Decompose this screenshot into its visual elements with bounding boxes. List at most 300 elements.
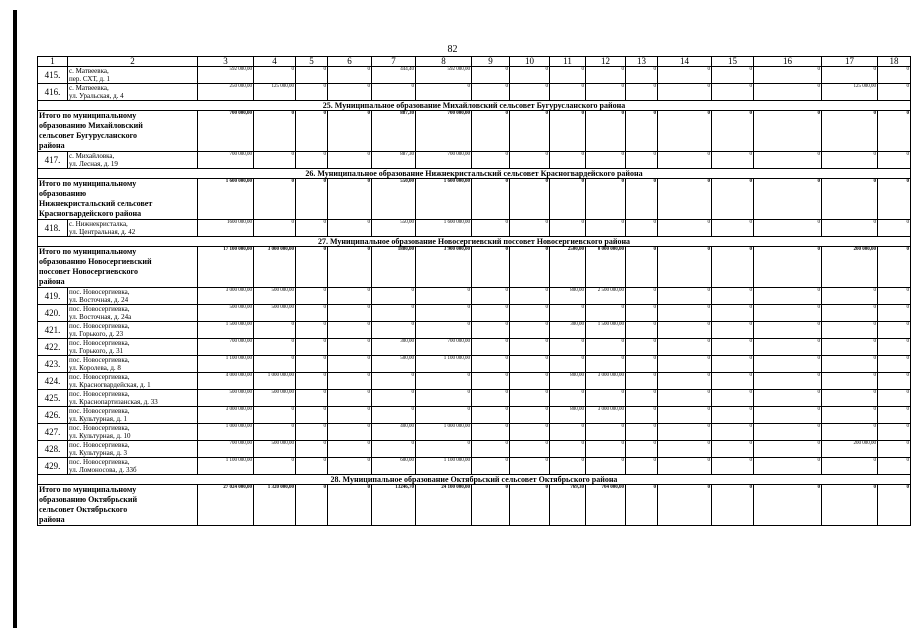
value-cell: 1600 000,00 xyxy=(198,220,254,237)
value-cell: 0 xyxy=(586,220,626,237)
value-cell: 800,00 xyxy=(550,288,586,305)
value-cell: 0 xyxy=(712,458,754,475)
section-title: 28. Муниципальное образование Октябрьский сельсовет Октябрьского района xyxy=(38,475,911,485)
value-cell: 592 000,00 xyxy=(416,67,472,84)
value-cell: 700 000,00 xyxy=(416,152,472,169)
total-cell: 0 xyxy=(328,247,372,288)
value-cell: 0 xyxy=(296,390,328,407)
value-cell: 0 xyxy=(328,373,372,390)
row-number: 421. xyxy=(38,322,68,339)
value-cell: 0 xyxy=(328,424,372,441)
value-cell: 250 000,00 xyxy=(198,84,254,101)
row-number: 416. xyxy=(38,84,68,101)
value-cell: 0 xyxy=(296,407,328,424)
table-row xyxy=(38,390,911,407)
value-cell: 0 xyxy=(510,305,550,322)
address-cell xyxy=(68,373,198,390)
table-row xyxy=(38,322,911,339)
binding-bar xyxy=(13,10,17,628)
value-cell: 0 xyxy=(550,458,586,475)
address-cell xyxy=(68,458,198,475)
value-cell: 0 xyxy=(254,67,296,84)
row-number: 418. xyxy=(38,220,68,237)
value-cell: 0 xyxy=(472,390,510,407)
value-cell: 125 000,00 xyxy=(254,84,296,101)
value-cell: 0 xyxy=(878,407,911,424)
value-cell: 0 xyxy=(658,220,712,237)
value-cell: 0 xyxy=(586,152,626,169)
value-cell: 0 xyxy=(254,339,296,356)
value-cell: 0 xyxy=(328,305,372,322)
value-cell: 1 500 000,00 xyxy=(586,322,626,339)
total-cell: 0 xyxy=(510,485,550,526)
total-cell: 550,00 xyxy=(372,179,416,220)
value-cell: 1 500 000,00 xyxy=(198,322,254,339)
value-cell: 0 xyxy=(550,356,586,373)
value-cell: 0 xyxy=(754,152,822,169)
total-label-line: образованию Новосергиевский xyxy=(39,257,152,266)
table-row xyxy=(38,305,911,322)
value-cell: 0 xyxy=(296,84,328,101)
total-cell: 0 xyxy=(254,111,296,152)
data-table xyxy=(37,56,911,526)
value-cell: 0 xyxy=(550,305,586,322)
row-number: 415. xyxy=(38,67,68,84)
address-line: пос. Новосергиевка, xyxy=(69,407,130,415)
total-label-line: Итого по муниципальному xyxy=(39,179,137,188)
value-cell: 0 xyxy=(510,84,550,101)
total-label xyxy=(38,179,198,220)
total-cell: 0 xyxy=(658,485,712,526)
value-cell: 0 xyxy=(296,152,328,169)
total-cell: 0 xyxy=(712,111,754,152)
total-cell: 0 xyxy=(822,111,878,152)
value-cell: 0 xyxy=(296,220,328,237)
total-cell: 0 xyxy=(296,179,328,220)
value-cell: 0 xyxy=(510,220,550,237)
value-cell: 0 xyxy=(472,220,510,237)
column-header: 18 xyxy=(878,57,911,67)
total-cell: 0 xyxy=(626,179,658,220)
address-line: пос. Новосергиевка, xyxy=(69,441,130,449)
address-line: ул. Культурная, д. 1 xyxy=(69,415,128,423)
total-row xyxy=(38,179,911,220)
address-cell xyxy=(68,407,198,424)
value-cell: 0 xyxy=(296,67,328,84)
total-row xyxy=(38,485,911,526)
row-number: 429. xyxy=(38,458,68,475)
total-cell: 1 600 000,00 xyxy=(416,179,472,220)
value-cell: 1 100 000,00 xyxy=(198,458,254,475)
total-cell: 0 xyxy=(296,247,328,288)
table-row xyxy=(38,67,911,84)
value-cell: 1 600 000,00 xyxy=(416,220,472,237)
table-row xyxy=(38,288,911,305)
value-cell: 0 xyxy=(626,407,658,424)
value-cell: 0 xyxy=(372,390,416,407)
address-line: пос. Новосергиевка, xyxy=(69,373,130,381)
row-number: 427. xyxy=(38,424,68,441)
value-cell: 0 xyxy=(550,84,586,101)
value-cell: 0 xyxy=(712,322,754,339)
address-line: пос. Новосергиевка, xyxy=(69,305,130,313)
value-cell: 0 xyxy=(510,322,550,339)
value-cell: 0 xyxy=(328,339,372,356)
value-cell: 0 xyxy=(822,373,878,390)
value-cell: 0 xyxy=(586,84,626,101)
value-cell: 0 xyxy=(254,152,296,169)
total-cell: 27 024 000,00 xyxy=(198,485,254,526)
value-cell: 0 xyxy=(510,373,550,390)
total-cell: 0 xyxy=(550,179,586,220)
value-cell: 0 xyxy=(626,288,658,305)
value-cell: 0 xyxy=(878,390,911,407)
total-cell: 0 xyxy=(626,247,658,288)
value-cell: 0 xyxy=(372,373,416,390)
row-number: 426. xyxy=(38,407,68,424)
total-label-line: района xyxy=(39,277,65,286)
column-header: 1 xyxy=(38,57,68,67)
value-cell: 0 xyxy=(658,441,712,458)
value-cell: 300,00 xyxy=(550,322,586,339)
address-line: с. Михайловка, xyxy=(69,152,115,160)
column-header: 13 xyxy=(626,57,658,67)
address-line: пос. Новосергиевка, xyxy=(69,288,130,296)
value-cell: 0 xyxy=(878,322,911,339)
address-line: пос. Новосергиевка, xyxy=(69,356,130,364)
section-row xyxy=(38,475,911,485)
total-cell: 0 xyxy=(754,485,822,526)
value-cell: 0 xyxy=(754,67,822,84)
value-cell: 1 000 000,00 xyxy=(416,424,472,441)
value-cell: 0 xyxy=(626,390,658,407)
total-cell: 17 100 000,00 xyxy=(198,247,254,288)
value-cell: 0 xyxy=(550,152,586,169)
column-header: 8 xyxy=(416,57,472,67)
total-cell: 0 xyxy=(754,247,822,288)
value-cell: 0 xyxy=(586,424,626,441)
value-cell: 1 100 000,00 xyxy=(416,458,472,475)
value-cell: 0 xyxy=(878,424,911,441)
value-cell: 0 xyxy=(822,67,878,84)
total-cell: 0 xyxy=(878,247,911,288)
section-title: 27. Муниципальное образование Новосергиевский поссовет Новосергиевского района xyxy=(38,237,911,247)
total-cell: 0 xyxy=(754,111,822,152)
value-cell: 0 xyxy=(472,67,510,84)
value-cell: 0 xyxy=(822,322,878,339)
value-cell: 0 xyxy=(550,339,586,356)
value-cell: 0 xyxy=(472,407,510,424)
value-cell: 0 xyxy=(878,339,911,356)
value-cell: 0 xyxy=(878,84,911,101)
address-line: ул. Восточная, д. 24 xyxy=(69,296,129,304)
total-cell: 1 600 000,00 xyxy=(198,179,254,220)
value-cell: 0 xyxy=(712,305,754,322)
value-cell: 0 xyxy=(510,424,550,441)
column-header: 5 xyxy=(296,57,328,67)
row-number: 424. xyxy=(38,373,68,390)
column-header: 9 xyxy=(472,57,510,67)
total-cell: 0 xyxy=(878,111,911,152)
value-cell: 500 000,00 xyxy=(198,390,254,407)
value-cell: 0 xyxy=(550,67,586,84)
value-cell: 0 xyxy=(878,288,911,305)
total-cell: 2500,00 xyxy=(550,247,586,288)
value-cell: 0 xyxy=(328,407,372,424)
column-header: 10 xyxy=(510,57,550,67)
value-cell: 0 xyxy=(586,67,626,84)
column-header: 16 xyxy=(754,57,822,67)
value-cell: 0 xyxy=(658,288,712,305)
value-cell: 2 500 000,00 xyxy=(586,288,626,305)
value-cell: 0 xyxy=(878,305,911,322)
value-cell: 0 xyxy=(754,458,822,475)
section-title: 26. Муниципальное образование Нижнекристальский сельсовет Красногвардейского района xyxy=(38,169,911,179)
value-cell: 0 xyxy=(712,67,754,84)
value-cell: 3 000 000,00 xyxy=(586,373,626,390)
value-cell: 0 xyxy=(658,84,712,101)
value-cell: 0 xyxy=(586,356,626,373)
address-cell xyxy=(68,220,198,237)
column-header: 12 xyxy=(586,57,626,67)
value-cell: 0 xyxy=(472,458,510,475)
total-label xyxy=(38,111,198,152)
total-label xyxy=(38,247,198,288)
value-cell: 0 xyxy=(626,441,658,458)
total-cell: 769,30 xyxy=(550,485,586,526)
value-cell: 0 xyxy=(658,322,712,339)
table-row xyxy=(38,441,911,458)
value-cell: 0 xyxy=(658,407,712,424)
total-cell: 1 320 000,00 xyxy=(254,485,296,526)
value-cell: 0 xyxy=(754,322,822,339)
value-cell: 0 xyxy=(472,152,510,169)
value-cell: 0 xyxy=(586,305,626,322)
total-cell: 0 xyxy=(626,111,658,152)
value-cell: 0 xyxy=(372,84,416,101)
value-cell: 444,40 xyxy=(372,67,416,84)
total-label xyxy=(38,485,198,526)
value-cell: 300,00 xyxy=(372,339,416,356)
table-row xyxy=(38,339,911,356)
value-cell: 0 xyxy=(658,152,712,169)
row-number: 422. xyxy=(38,339,68,356)
value-cell: 0 xyxy=(822,424,878,441)
total-cell: 0 xyxy=(510,111,550,152)
total-cell: 24 100 000,00 xyxy=(416,485,472,526)
value-cell: 0 xyxy=(626,152,658,169)
value-cell: 0 xyxy=(510,441,550,458)
value-cell: 550,00 xyxy=(372,220,416,237)
value-cell: 125 000,00 xyxy=(822,84,878,101)
address-line: пос. Новосергиевка, xyxy=(69,458,130,466)
value-cell: 0 xyxy=(472,305,510,322)
value-cell: 0 xyxy=(472,84,510,101)
total-label-line: Итого по муниципальному xyxy=(39,485,137,494)
value-cell: 0 xyxy=(328,356,372,373)
value-cell: 887,30 xyxy=(372,152,416,169)
value-cell: 0 xyxy=(254,407,296,424)
value-cell: 0 xyxy=(328,441,372,458)
total-cell: 0 xyxy=(586,111,626,152)
value-cell: 0 xyxy=(510,339,550,356)
row-number: 417. xyxy=(38,152,68,169)
value-cell: 0 xyxy=(878,356,911,373)
value-cell: 0 xyxy=(510,67,550,84)
value-cell: 0 xyxy=(296,441,328,458)
total-cell: 0 000 000,00 xyxy=(586,247,626,288)
total-label-line: Итого по муниципальному xyxy=(39,111,137,120)
total-cell: 0 xyxy=(550,111,586,152)
column-header: 17 xyxy=(822,57,878,67)
total-cell: 0 xyxy=(472,485,510,526)
total-cell: 200 000,00 xyxy=(822,247,878,288)
total-cell: 0 xyxy=(822,485,878,526)
value-cell: 0 xyxy=(328,84,372,101)
table-row xyxy=(38,356,911,373)
value-cell: 0 xyxy=(510,390,550,407)
value-cell: 0 xyxy=(822,356,878,373)
value-cell: 0 xyxy=(658,339,712,356)
value-cell: 0 xyxy=(712,390,754,407)
value-cell: 0 xyxy=(878,373,911,390)
table-row xyxy=(38,458,911,475)
value-cell: 0 xyxy=(254,458,296,475)
value-cell: 0 xyxy=(472,373,510,390)
address-line: ул. Лесная, д. 19 xyxy=(69,160,118,168)
value-cell: 0 xyxy=(296,339,328,356)
value-cell: 0 xyxy=(626,84,658,101)
value-cell: 0 xyxy=(754,390,822,407)
total-label-line: образованию xyxy=(39,189,87,198)
address-line: ул. Королева, д. 8 xyxy=(69,364,121,372)
value-cell: 0 xyxy=(754,424,822,441)
address-line: пос. Новосергиевка, xyxy=(69,339,130,347)
value-cell: 0 xyxy=(754,288,822,305)
value-cell: 0 xyxy=(712,152,754,169)
total-cell: 0 xyxy=(658,179,712,220)
value-cell: 0 xyxy=(878,441,911,458)
value-cell: 0 xyxy=(510,288,550,305)
address-line: пос. Новосергиевка, xyxy=(69,424,130,432)
value-cell: 600,00 xyxy=(372,458,416,475)
value-cell: 500,00 xyxy=(372,356,416,373)
value-cell: 0 xyxy=(712,356,754,373)
value-cell: 0 xyxy=(254,322,296,339)
value-cell: 1 000 000,00 xyxy=(254,373,296,390)
address-line: с. Нижнекристалка, xyxy=(69,220,128,228)
value-cell: 0 xyxy=(626,339,658,356)
value-cell: 0 xyxy=(712,288,754,305)
value-cell: 0 xyxy=(626,220,658,237)
total-cell: 0 xyxy=(472,179,510,220)
value-cell: 0 xyxy=(296,322,328,339)
address-cell xyxy=(68,288,198,305)
value-cell: 0 xyxy=(328,220,372,237)
value-cell: 0 xyxy=(822,305,878,322)
value-cell: 0 xyxy=(712,407,754,424)
value-cell: 0 xyxy=(328,288,372,305)
value-cell: 500 000,00 xyxy=(254,441,296,458)
total-cell: 0 xyxy=(658,247,712,288)
value-cell: 0 xyxy=(472,339,510,356)
value-cell: 0 xyxy=(372,288,416,305)
column-header: 6 xyxy=(328,57,372,67)
address-cell xyxy=(68,67,198,84)
value-cell: 0 xyxy=(372,322,416,339)
total-label-line: Итого по муниципальному xyxy=(39,247,137,256)
address-cell xyxy=(68,322,198,339)
value-cell: 0 xyxy=(550,424,586,441)
address-cell xyxy=(68,390,198,407)
value-cell: 800,00 xyxy=(550,373,586,390)
value-cell: 0 xyxy=(754,441,822,458)
value-cell: 700 000,00 xyxy=(416,339,472,356)
value-cell: 0 xyxy=(372,305,416,322)
total-label-line: сельсовет Октябрьского xyxy=(39,505,128,514)
value-cell: 0 xyxy=(296,424,328,441)
value-cell: 500 000,00 xyxy=(198,305,254,322)
value-cell: 0 xyxy=(754,84,822,101)
total-label-line: Нижнекристальский сельсовет xyxy=(39,199,153,208)
value-cell: 0 xyxy=(878,67,911,84)
address-line: ул. Уральская, д. 4 xyxy=(69,92,124,100)
value-cell: 0 xyxy=(472,288,510,305)
column-header: 3 xyxy=(198,57,254,67)
value-cell: 3 000 000,00 xyxy=(198,288,254,305)
address-cell xyxy=(68,441,198,458)
value-cell: 0 xyxy=(626,458,658,475)
column-header: 11 xyxy=(550,57,586,67)
value-cell: 0 xyxy=(328,458,372,475)
total-cell: 0 xyxy=(712,247,754,288)
value-cell: 0 xyxy=(472,441,510,458)
value-cell: 0 xyxy=(416,84,472,101)
row-number: 423. xyxy=(38,356,68,373)
address-cell xyxy=(68,356,198,373)
address-cell xyxy=(68,339,198,356)
value-cell: 3 000 000,00 xyxy=(198,407,254,424)
address-line: с. Матвеевка, xyxy=(69,67,109,75)
value-cell: 0 xyxy=(416,373,472,390)
value-cell: 0 xyxy=(510,458,550,475)
value-cell: 0 xyxy=(416,441,472,458)
total-cell: 0 xyxy=(878,179,911,220)
row-number: 425. xyxy=(38,390,68,407)
total-cell: 0 xyxy=(586,179,626,220)
total-cell: 0 xyxy=(712,485,754,526)
value-cell: 500 000,00 xyxy=(254,305,296,322)
value-cell: 3 000 000,00 xyxy=(586,407,626,424)
total-cell: 700 000,00 xyxy=(198,111,254,152)
value-cell: 0 xyxy=(822,288,878,305)
value-cell: 0 xyxy=(372,441,416,458)
value-cell: 0 xyxy=(586,390,626,407)
value-cell: 0 xyxy=(822,220,878,237)
value-cell: 0 xyxy=(754,373,822,390)
value-cell: 0 xyxy=(712,339,754,356)
value-cell: 0 xyxy=(416,305,472,322)
value-cell: 0 xyxy=(658,458,712,475)
value-cell: 700 000,00 xyxy=(198,339,254,356)
column-header: 15 xyxy=(712,57,754,67)
value-cell: 0 xyxy=(472,356,510,373)
value-cell: 0 xyxy=(586,339,626,356)
value-cell: 0 xyxy=(550,441,586,458)
total-cell: 0 xyxy=(754,179,822,220)
address-line: ул. Красногвардейская, д. 1 xyxy=(69,381,151,389)
value-cell: 0 xyxy=(254,220,296,237)
